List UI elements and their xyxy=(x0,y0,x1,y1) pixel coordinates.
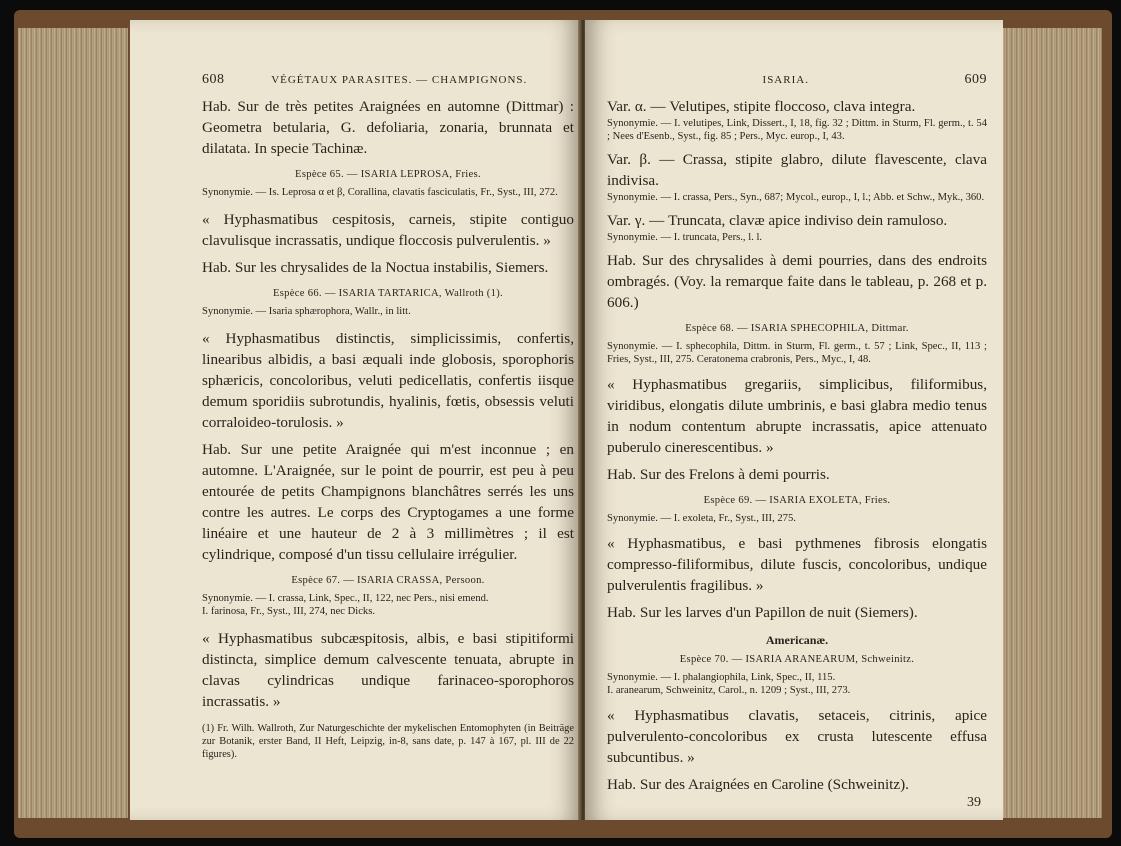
synonymy: I. aranearum, Schweinitz, Carol., n. 1209 ; Syst., III, 273. xyxy=(607,685,851,696)
espece-heading: Espèce 69. — ISARIA EXOLETA, Fries. xyxy=(703,495,891,506)
synonymy: Synonymie. — I. crassa, Pers., Syn., 687; Mycol., europ., I, l.; Abb. et Schw., Myk., 360. xyxy=(607,192,985,203)
latin-description: « Hyphasmatibus clavatis, setaceis, citrinis, apice pulverulento-concoloribus ex crusta lutescente effusa subcuntibus. » xyxy=(607,707,987,766)
espece-heading: Espèce 66. — ISARIA TARTARICA, Wallroth (1). xyxy=(272,288,503,299)
right-page-number: 609 xyxy=(964,72,987,87)
hab-paragraph: Hab. Sur des Frelons à demi pourris. xyxy=(607,466,830,483)
hab-paragraph: Hab. Sur les chrysalides de la Noctua instabilis, Siemers. xyxy=(202,259,549,276)
latin-description: « Hyphasmatibus subcæspitosis, albis, e basi stipitiformi distincta, simplice demum calvescente tenuata, abrupte in clavas cylindricas undique farinaceo-sporophoros incrassatis. » xyxy=(202,630,574,710)
espece-heading: Espèce 67. — ISARIA CRASSA, Persoon. xyxy=(291,575,485,586)
footnote: (1) Fr. Wilh. Wallroth, Zur Naturgeschichte der mykelischen Entomophyten (in Beiträge zur Botanik, erster Band, II Heft, Leipzig, in-8, sans date, p. 147 à 167, pl. III de 22 figures). xyxy=(202,723,574,760)
hab-paragraph: Hab. Sur de très petites Araignées en automne (Dittmar) : Geometra betularia, G. defoliaria, zonaria, brunnata et dilatata. In specie Tachinæ. xyxy=(202,98,574,157)
right-running-title: ISARIA. xyxy=(762,74,809,86)
left-page-number: 608 xyxy=(202,72,225,87)
variety: Var. γ. — Truncata, clavæ apice indiviso dein ramuloso. xyxy=(607,212,948,229)
signature-mark: 39 xyxy=(967,795,981,810)
synonymy: Synonymie. — Isaria sphærophora, Wallr., in litt. xyxy=(202,306,411,317)
hab-paragraph: Hab. Sur des chrysalides à demi pourries, dans des endroits ombragés. (Voy. la remarque faite dans le tableau, p. 268 et p. 606.) xyxy=(607,252,987,311)
espece-heading: Espèce 70. — ISARIA ARANEARUM, Schweinitz. xyxy=(679,654,915,665)
latin-description: « Hyphasmatibus, e basi pythmenes fibrosis elongatis compresso-filiformibus, dilute fuscis, concoloribus, undique pulverulentis fragilibus. » xyxy=(607,535,987,594)
synonymy: Synonymie. — I. velutipes, Link, Dissert., I, 18, fig. 32 ; Dittm. in Sturm, Fl. germ., t. 54 ; Nees d'Esenb., Syst., fig. 85 ; Pers., Myc. europ., I, 43. xyxy=(607,118,987,142)
synonymy: Synonymie. — I. crassa, Link, Spec., II, 122, nec Pers., nisi emend. xyxy=(202,593,489,604)
right-running-head xyxy=(607,72,987,88)
left-running-title: VÉGÉTAUX PARASITES. — CHAMPIGNONS. xyxy=(271,74,528,86)
latin-description: « Hyphasmatibus distinctis, simplicissimis, confertis, linearibus albidis, a basi æquali inde globosis, sporophoris sphæricis, concoloribus, veluti pedicellatis, confertis iisque demum sporidiis subrotundis, hyalinis, fœtis, obsessis veluti corraloideo-torulosis. » xyxy=(202,330,574,431)
hab-paragraph: Hab. Sur une petite Araignée qui m'est inconnue ; en automne. L'Araignée, sur le point de pourrir, est peu à peu entourée de petits Champignons blanchâtres serrés les uns contre les autres. Le corps des Cryptogames a une forme linéaire et une hauteur de 2 à 3 millimètres ; il est cylindrique, composé d'un tissu cellulaire irrégulier. xyxy=(202,441,574,563)
right-page-edges xyxy=(1000,28,1102,818)
synonymy: Synonymie. — I. sphecophila, Dittm. in Sturm, Fl. germ., t. 57 ; Link, Spec., II, 113 ; Fries, Syst., III, 275. Ceratonema crabronis, Pers., Myc., I, 48. xyxy=(607,341,987,365)
synonymy: Synonymie. — Is. Leprosa α et β, Corallina, clavatis fasciculatis, Fr., Syst., III, 272. xyxy=(202,187,558,198)
hab-paragraph: Hab. Sur des Araignées en Caroline (Schweinitz). xyxy=(607,776,909,793)
hab-paragraph: Hab. Sur les larves d'un Papillon de nuit (Siemers). xyxy=(607,604,918,621)
latin-description: « Hyphasmatibus cespitosis, carneis, stipite contiguo clavulisque incrassatis, undique floccosis pulverulentis. » xyxy=(202,211,574,249)
synonymy: Synonymie. — I. exoleta, Fr., Syst., III, 275. xyxy=(607,513,796,524)
espece-heading: Espèce 65. — ISARIA LEPROSA, Fries. xyxy=(295,169,481,180)
left-page xyxy=(130,20,580,820)
left-running-head xyxy=(202,72,574,88)
variety: Var. α. — Velutipes, stipite floccoso, clava integra. xyxy=(607,98,916,115)
right-page xyxy=(585,20,1003,820)
synonymy: Synonymie. — I. phalangiophila, Link, Spec., II, 115. xyxy=(607,672,836,683)
section-heading: Americanæ. xyxy=(765,633,829,647)
left-page-edges xyxy=(18,28,128,818)
latin-description: « Hyphasmatibus gregariis, simplicibus, filiformibus, viridibus, elongatis dilute umbrinis, e basi glabra medio tenus in nodum contentum abrupte incrassatis, apice attenuato puberulo cinerescentibus. » xyxy=(607,376,987,456)
espece-heading: Espèce 68. — ISARIA SPHECOPHILA, Dittmar. xyxy=(685,323,909,334)
variety: Var. β. — Crassa, stipite glabro, dilute flavescente, clava indivisa. xyxy=(607,151,987,189)
synonymy: Synonymie. — I. truncata, Pers., l. l. xyxy=(607,232,763,243)
synonymy: I. farinosa, Fr., Syst., III, 274, nec Dicks. xyxy=(202,606,376,617)
